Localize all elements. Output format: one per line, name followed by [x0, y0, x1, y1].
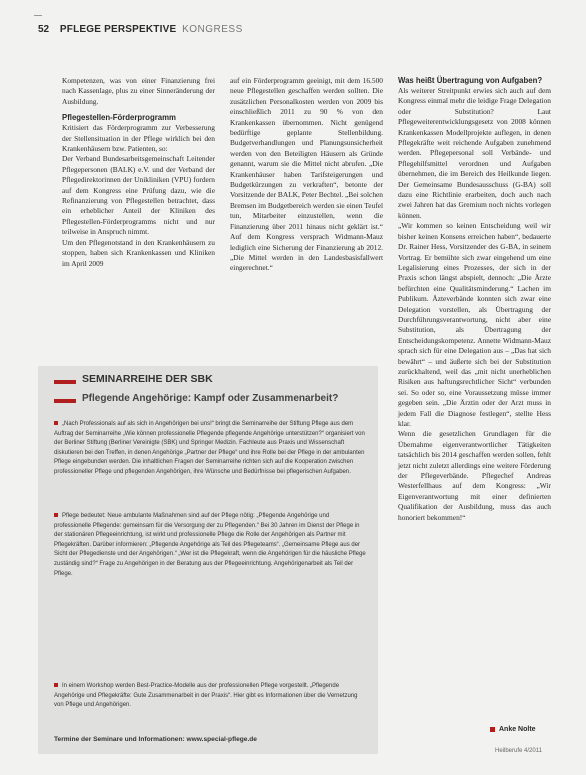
author-signature: [490, 726, 536, 733]
bullet-icon: [54, 513, 58, 517]
bullet-icon: [54, 421, 58, 425]
page-footer: Heilberufe 4/2011: [495, 748, 542, 754]
page-header: [38, 24, 243, 35]
article-column-1: [62, 76, 215, 269]
seminar-info-box: [38, 366, 378, 754]
box-subtitle: Pflegende Angehörige: Kampf oder Zusammenarbeit?: [82, 393, 339, 404]
bullet-icon: [490, 727, 495, 732]
list-item: [54, 420, 366, 478]
subsection-title: KONGRESS: [182, 24, 243, 35]
paragraph: Als weiterer Streitpunkt erwies sich auch auf dem Kongress einmal mehr die leidige Frage Delegation oder Substitution? Laut Pflegeweiterentwicklungsgesetz von 2008 können Krankenkassen Modellprojekte auflegen, in denen Pflegekräfte weit reichende Aufgaben zunehmend werden. Pflegepersonal soll Verbände- und Pflegehilfsmittel verordnen und Aufgaben übernehmen, die im Bereich des Heilkunde liegen. Der Gemeinsame Bundesausschuss (G-BA) soll dazu eine Richtlinie erarbeiten, doch auch nach zwei Jahren hat das Gremium noch nichts vorlegen können.: [398, 86, 551, 220]
subheading: Pflegestellen-Förderprogramm: [62, 113, 176, 123]
paragraph: Wenn die gesetzlichen Grundlagen für die Übernahme eigenverantwortlicher Tätigkeiten tatsächlich bis 2014 geschaffen werden sollen, fehlt jetzt nicht zuletzt allerdings eine weitere Förderung der Pflegeverbände. Pflegechef Andreas Westerfellhaus auf dem Kongress: „Wir Eigenverantwortung mit einer definierten Qualifikation der Ausbildung, muss das auch honoriert bekommen!“: [398, 429, 551, 522]
accent-bar: [54, 399, 76, 403]
bullet-text: Pflege bedeutet: Neue ambulante Maßnahmen sind auf der Pflege nötig: „Pflegende Angehörige und professionelle Pflegende: gemeinsam für die Versorgung der zu Pflegenden.“ Bei 30 Jahren im Dienst der Pflege in der stationären Pflegeeinrichtung, ist wirkt und professionelle Pflege die Rolle der Angehörigen als Partner mit Pflegekräften. Darüber informieren: „Pflegende Angehörige als Teil des Pflegeteams“. „Gemeinsame Pflege aus der Sicht der Pflegedienste und der Angehörigen.“ „Wer ist die Pflegekraft, wenn die Angehörigen für die häusliche Pflege zuständig sind?“ Frage zu Angehörigen in der Beratung aus der Pflegeeinrichtung. Angehörigenarbeit als Teil der Pflege.: [54, 513, 366, 577]
paragraph: Kritisiert das Förderprogramm zur Verbesserung der Stellensituation in der Pflege wirklich bei den Krankenhäusern bzw. Patienten, so:: [62, 123, 215, 154]
section-title: PFLEGE PERSPEKTIVE: [59, 24, 177, 35]
paragraph: Um den Pflegenotstand in den Krankenhäusern zu stoppen, haben sich Krankenkassen und Kliniken im April 2009: [62, 237, 215, 268]
list-item: [54, 512, 366, 579]
article-column-2: [230, 76, 383, 274]
paragraph: Der Verband Bundesarbeitsgemeinschaft Leitender Pflegepersonen (BALK) e.V. und der Verband der Pflegedirektorinnen der Unikliniken (VPU) fordern auf dem Kongress eine Prüfung dazu, wie die Refinanzierung von Pflegestellen betrachtet, dass ein erheblicher Anteil der Kliniken des Pflegestellen-Förderprogramms nicht und nur teilweise in Anspruch nimmt.: [62, 154, 215, 237]
paragraph: „Wir kommen so keinen Entscheidung weil wir bisher keinen Konsens erreichen haben“, bedauerte Dr. Rainer Hess, Vorsitzender des G-BA, in seinem Vortrag. Er bemühte sich zwar eingehend um eine Legalisierung eines Prozesses, der sich in der Praxis schon längst abspielt, dennoch: „Die Ärzte befürchten eine Qualitätsminderung.“ Lachen im Publikum. Äzteverbände konnten sich zwar eine Delegation vorstellen, als Übertragung der Durchführungsverantwortung, nicht aber eine Substitution, als Übertragung der Entscheidungskompetenz. Annette Widmann-Mauz sprach sich für eine Delegation aus – „Das hat sich bewährt“ – und äußerte sich bei der Substitution zurückhaltend, weil das „mit nicht unerheblichen Risiken aus haftungsrechtlicher Sicht“ verbunden sei. So oder so, eine Voraussetzung müsse immer gegeben sein. „Die Ärztin oder der Arzt muss in jedem Fall die Diagnose festlegen“, stellte Hess klar.: [398, 221, 551, 428]
author-name: Anke Nolte: [499, 726, 536, 733]
bullet-text: „Nach Professionals auf als sich in Angehörigen bei uns!“ bringt die Seminarreihe der Stiftung Pflege aus dem Auftrag der Seminarreihe „Wie können professionelle Pflegende pflegende Angehörige unterstützen?“ organisiert von der Berliner Stiftung (Berliner Vereinigte (SBK) und Springer Medizin. Fachleute aus Praxis und Wissenschaft diskutieren bei den Treffen, in denen Angehörige „Partner der Pflege“ und ihre Rolle bei der Pflege in der ambulanten Pflege eingebunden werden. Die inhaltlichen Fragen der Seminarreihe richten sich auf die Kooperation zwischen professioneller Pflege und pflegenden Angehörigen, ihre Wünsche und Bedürfnisse bei pflegerischen Aufgaben.: [54, 421, 365, 475]
box-footer-link[interactable]: Termine der Seminare und Informationen: www.special-pflege.de: [54, 736, 257, 743]
article-column-3: [398, 76, 551, 523]
subheading: Was heißt Übertragung von Aufgaben?: [398, 76, 543, 85]
paragraph: auf ein Förderprogramm geeinigt, mit dem 16.500 neue Pflegestellen geschaffen werden sollten. Die zusätzlichen Personalkosten werden von 2009 bis einschließlich 2011 zu 90 % von den Krankenkassen übernommen. Nicht genügend bedürftige geplante Stellenbildung. Budgetverhandlungen und Planungsunsicherheit werden von den Beteiligten Häusern als Gründe genannt, warum sie die Mittel nicht abrufen. „Die Krankenhäuser haben Tarifsteigerungen und Budgetkürzungen zu verkraften“, betonte der Vorsitzende der BALK, Peter Bechtel. „Bei solchen Bremsen im Budgetbereich werden sie einen Teufel tun, Mitarbeiter einzustellen, wenn die Finanzierung über 2011 hinaus nicht geklärt ist.“ Auf dem Kongress versprach Widmann-Mauz lediglich eine Sicherung der Finanzierung ab 2012. „Die Mittel werden in den Landesbasisfallwert eingerechnet.“: [230, 76, 383, 273]
crop-mark: [34, 15, 42, 16]
paragraph: Kompetenzen, was von einer Finanzierung frei nach Kassenlage, plus zu einer Sinneränderung der Ausbildung.: [62, 76, 215, 106]
bullet-text: In einem Workshop werden Best-Practice-Modelle aus der professionellen Pflege vorgestellt. „Pflegende Angehörige und Pflegekräfte: Gute Zusammenarbeit in der Praxis“. Hier gibt es Informationen über die Vernetzung von Pflege und Angehörigen.: [54, 683, 358, 709]
bullet-icon: [54, 683, 58, 687]
box-title: SEMINARREIHE DER SBK: [82, 373, 213, 385]
list-item: [54, 682, 366, 711]
accent-bar: [54, 380, 76, 384]
page-number: 52: [38, 24, 50, 35]
